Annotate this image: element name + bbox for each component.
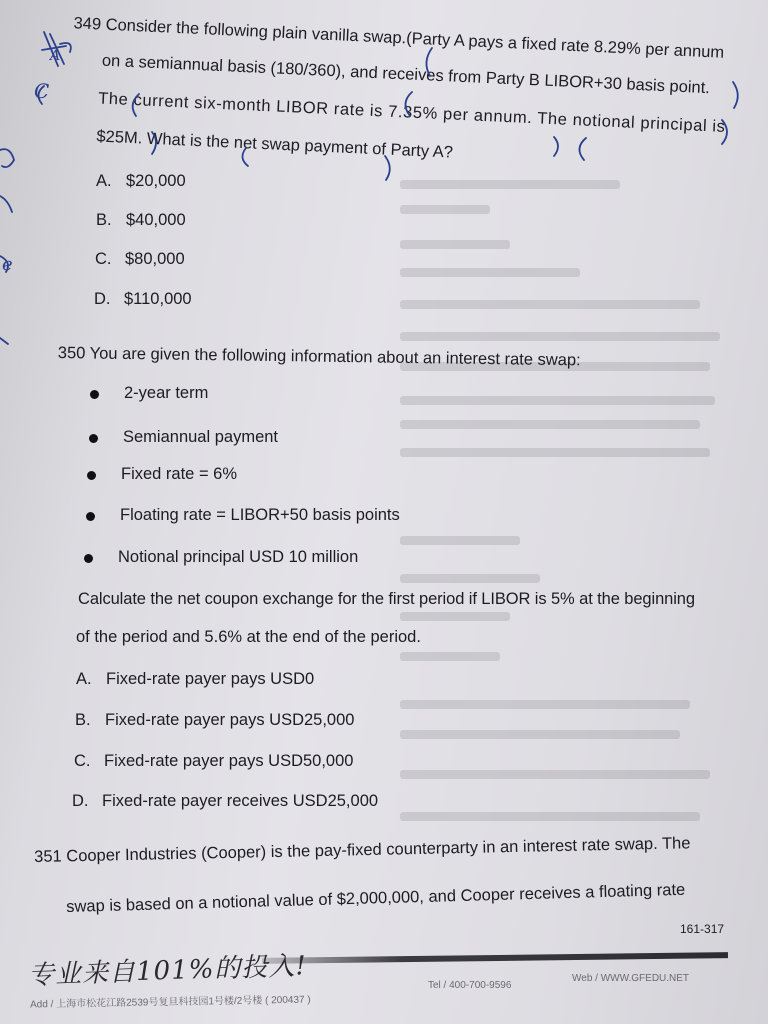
footer-address: Add / 上海市松花江路2539号复旦科技园1号楼/2号楼 ( 200437 ) (29, 994, 311, 1011)
bullet-item: Semiannual payment (123, 428, 278, 447)
question-349-line-2: on a semiannual basis (180/360), and receives from Party B LIBOR+30 basis point. (101, 51, 711, 98)
handwritten-answer-mark: A (50, 48, 61, 64)
question-350-intro: 350 You are given the following information about an interest rate swap: (57, 344, 581, 370)
bullet-dot (90, 390, 99, 399)
option-350-b: B. Fixed-rate payer pays USD25,000 (75, 711, 355, 729)
footer-tel: Tel / 400-700-9596 (428, 980, 512, 991)
option-350-d: D. Fixed-rate payer receives USD25,000 (72, 792, 379, 810)
question-351-line-2: swap is based on a notional value of $2,000,000, and Cooper receives a floating rate (66, 880, 686, 916)
option-349-a: A. $20,000 (96, 172, 186, 190)
footer-divider (262, 952, 728, 964)
page-number: 161-317 (680, 922, 725, 936)
bullet-dot (84, 554, 93, 563)
footer-slogan: 专业来自101%的投入! (27, 951, 308, 991)
question-351-line-1: 351 Cooper Industries (Cooper) is the pay-fixed counterparty in an interest rate swap. The (34, 834, 691, 866)
bullet-dot (86, 512, 95, 521)
question-349-line-4: $25M. What is the net swap payment of Party A? (96, 127, 454, 162)
question-349-line-1: 349 Consider the following plain vanilla swap.(Party A pays a fixed rate 8.29% per annum (73, 14, 725, 62)
question-350-line-2: of the period and 5.6% at the end of the period. (76, 628, 421, 646)
bullet-item: 2-year term (124, 384, 208, 403)
footer-web: Web / WWW.GFEDU.NET (572, 973, 690, 984)
question-349-line-3: The current six-month LIBOR rate is 7.35% per annum. The notional principal is (97, 89, 726, 136)
question-number: 349 (73, 14, 102, 34)
option-349-d: D. $110,000 (94, 290, 192, 308)
bullet-item: Floating rate = LIBOR+50 basis points (120, 506, 400, 525)
option-349-c: C. $80,000 (95, 250, 185, 268)
question-350-line-1: Calculate the net coupon exchange for the first period if LIBOR is 5% at the beginning (78, 590, 695, 608)
option-350-c: C. Fixed-rate payer pays USD50,000 (74, 752, 354, 770)
handwritten-letter-e: e (2, 254, 13, 275)
bullet-dot (87, 471, 96, 480)
handwritten-letter-c: C (34, 79, 50, 103)
bullet-dot (89, 434, 98, 443)
bullet-item: Fixed rate = 6% (121, 465, 237, 484)
option-350-a: A. Fixed-rate payer pays USD0 (76, 670, 315, 688)
option-349-b: B. $40,000 (96, 211, 186, 229)
bullet-item: Notional principal USD 10 million (118, 548, 358, 567)
